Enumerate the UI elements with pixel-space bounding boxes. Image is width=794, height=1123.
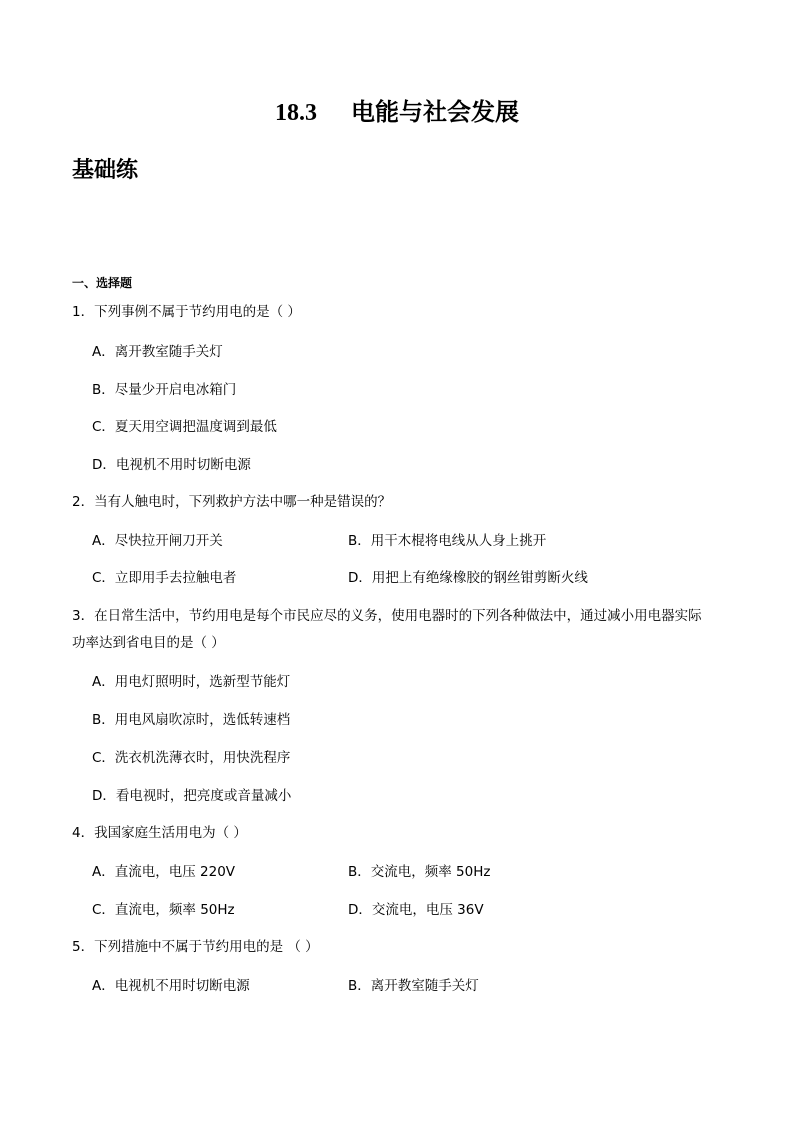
question-2-option-d: D．用把上有绝缘橡胶的钢丝钳剪断火线 [348,570,588,586]
question-2-option-a: A．尽快拉开闸刀开关 [92,533,223,549]
question-3-option-b: B．用电风扇吹凉时，选低转速档 [92,712,291,728]
question-1-stem: 1．下列事例不属于节约用电的是（ ） [72,304,301,320]
question-5-option-b: B．离开教室随手关灯 [348,978,479,994]
question-2-option-b: B．用干木棍将电线从人身上挑开 [348,533,547,549]
question-4-option-c: C．直流电，频率 50Hz [92,902,235,918]
question-1-option-a: A．离开教室随手关灯 [92,344,223,360]
lesson-number: 18.3 [275,100,317,126]
question-1-option-d: D．电视机不用时切断电源 [92,457,251,473]
lesson-title: 电能与社会发展 [351,98,519,126]
exercise-level-heading: 基础练 [72,158,139,183]
question-2-option-c: C．立即用手去拉触电者 [92,570,237,586]
question-4-option-a: A．直流电，电压 220V [92,864,236,880]
page-title [0,96,794,129]
question-1-option-b: B．尽量少开启电冰箱门 [92,382,237,398]
question-1-option-c: C．夏天用空调把温度调到最低 [92,419,277,435]
question-5-option-a: A．电视机不用时切断电源 [92,978,250,994]
question-3-stem-line-1: 3．在日常生活中，节约用电是每个市民应尽的义务，使用电器时的下列各种做法中，通过减小用电器实际 [72,608,702,624]
question-2-stem: 2．当有人触电时，下列救护方法中哪一种是错误的？ [72,494,392,510]
question-4-option-d: D．交流电，电压 36V [348,902,484,918]
question-3-stem-line-2: 功率达到省电目的是（ ） [72,635,225,651]
question-4-stem: 4．我国家庭生活用电为（ ） [72,825,247,841]
question-3-option-d: D．看电视时，把亮度或音量减小 [92,788,292,804]
section-heading: 一、选择题 [72,276,133,290]
question-5-stem: 5．下列措施中不属于节约用电的是 （ ） [72,939,319,955]
question-3-option-c: C．洗衣机洗薄衣时，用快洗程序 [92,750,291,766]
question-4-option-b: B．交流电，频率 50Hz [348,864,491,880]
question-3-option-a: A．用电灯照明时，选新型节能灯 [92,674,291,690]
